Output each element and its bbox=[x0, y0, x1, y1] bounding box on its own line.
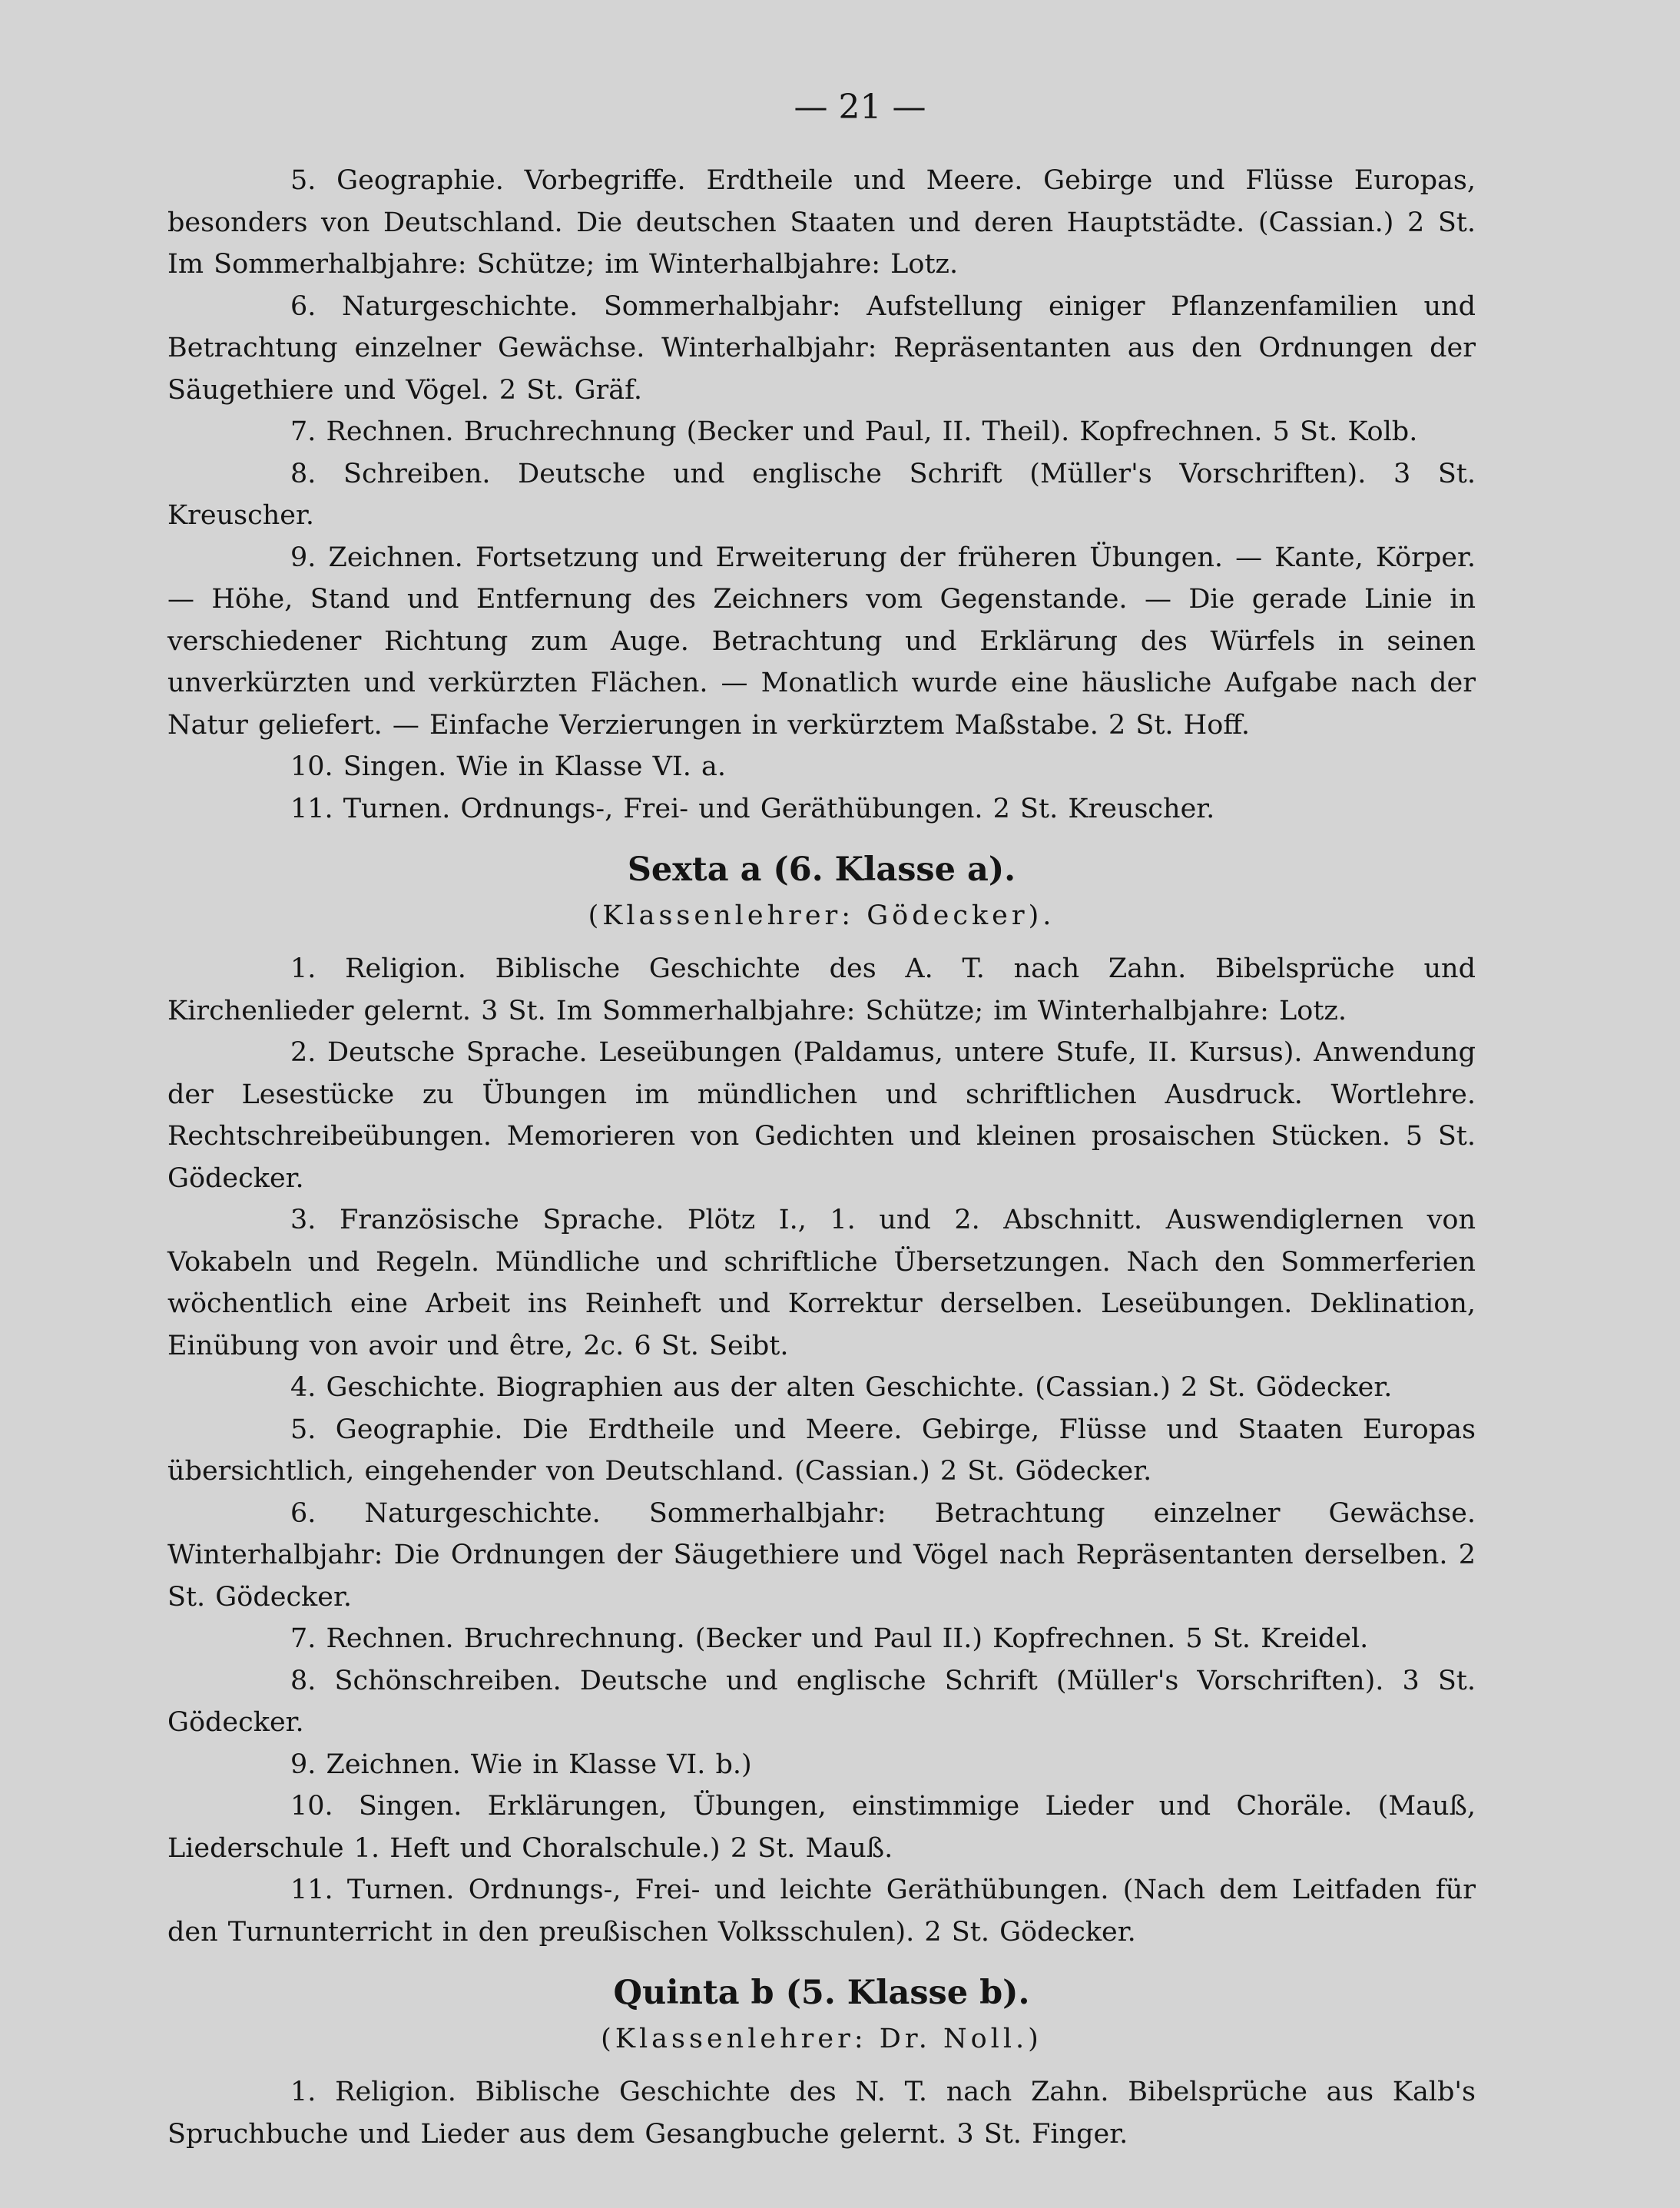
subject-paragraph: 10. Singen. Erklärungen, Übungen, einstimmige Lieder und Choräle. (Mauß, Liederschule 1. Heft und Choralschule.) 2 St. Mauß. bbox=[167, 1791, 1476, 1864]
subject-paragraph: 5. Geographie. Vorbegriffe. Erdtheile und Meere. Gebirge und Flüsse Europas, besonders von Deutschland. Die deutschen Staaten und deren Hauptstädte. (Cassian.) 2 St. Im Sommerhalbjahre: Schütze; im Winterhalbjahre: Lotz. bbox=[167, 165, 1476, 280]
subject-paragraph: 10. Singen. Wie in Klasse VI. a. bbox=[290, 751, 726, 782]
subject-paragraph: 1. Religion. Biblische Geschichte des A. T. nach Zahn. Bibelsprüche und Kirchenlieder gelernt. 3 St. Im Sommerhalbjahre: Schütze; im Winterhalbjahre: Lotz. bbox=[167, 953, 1476, 1026]
subject-paragraph: 2. Deutsche Sprache. Leseübungen (Paldamus, untere Stufe, II. Kursus). Anwendung der Lesestücke zu Übungen im mündlichen und schriftlichen Ausdruck. Wortlehre. Rechtschreibeübungen. Memorieren von Gedichten und kleinen prosaischen Stücken. 5 St. Gödecker. bbox=[167, 1037, 1476, 1194]
subject-paragraph: 8. Schönschreiben. Deutsche und englische Schrift (Müller's Vorschriften). 3 St. Gödecker. bbox=[167, 1665, 1476, 1738]
subject-paragraph: 7. Rechnen. Bruchrechnung. (Becker und Paul II.) Kopfrechnen. 5 St. Kreidel. bbox=[290, 1623, 1369, 1654]
class-teacher-line: (Klassenlehrer: Gödecker). bbox=[588, 900, 1055, 931]
subject-paragraph: 8. Schreiben. Deutsche und englische Schrift (Müller's Vorschriften). 3 St. Kreuscher. bbox=[167, 458, 1476, 531]
subject-paragraph: 3. Französische Sprache. Plötz I., 1. und 2. Abschnitt. Auswendiglernen von Vokabeln und Regeln. Mündliche und schriftliche Übersetzungen. Nach den Sommerferien wöchentlich eine Arbeit ins Reinheft und Korrektur derselben. Leseübungen. Deklination, Einübung von avoir und être, 2c. 6 St. Seibt. bbox=[167, 1205, 1476, 1361]
subject-paragraph: 9. Zeichnen. Fortsetzung und Erweiterung der früheren Übungen. — Kante, Körper. — Höhe, Stand und Entfernung des Zeichners vom Gegenstande. — Die gerade Linie in verschiedener Richtung zum Auge. Betrachtung und Erklärung des Würfels in seinen unverkürzten und verkürzten Flächen. — Monatlich wurde eine häusliche Aufgabe nach der Natur geliefert. — Einfache Verzierungen in verkürztem Maßstabe. 2 St. Hoff. bbox=[167, 542, 1476, 741]
subject-paragraph: 5. Geographie. Die Erdtheile und Meere. Gebirge, Flüsse und Staaten Europas übersichtlich, eingehender von Deutschland. (Cassian.) 2 St. Gödecker. bbox=[167, 1414, 1476, 1487]
subject-paragraph: 11. Turnen. Ordnungs-, Frei- und leichte Geräthübungen. (Nach dem Leitfaden für den Turnunterricht in den preußischen Volksschulen). 2 St. Gödecker. bbox=[167, 1875, 1476, 1948]
subject-paragraph: 9. Zeichnen. Wie in Klasse VI. b.) bbox=[290, 1749, 752, 1780]
subject-paragraph: 7. Rechnen. Bruchrechnung (Becker und Paul, II. Theil). Kopfrechnen. 5 St. Kolb. bbox=[290, 416, 1418, 447]
subject-paragraph: 1. Religion. Biblische Geschichte des N. T. nach Zahn. Bibelsprüche aus Kalb's Spruchbuche und Lieder aus dem Gesangbuche gelernt. 3 St. Finger. bbox=[167, 2077, 1476, 2150]
subject-paragraph: 11. Turnen. Ordnungs-, Frei- und Geräthübungen. 2 St. Kreuscher. bbox=[290, 793, 1215, 824]
subject-paragraph: 6. Naturgeschichte. Sommerhalbjahr: Aufstellung einiger Pflanzenfamilien und Betrachtung einzelner Gewächse. Winterhalbjahr: Repräsentanten aus den Ordnungen der Säugethiere und Vögel. 2 St. Gräf. bbox=[167, 290, 1476, 406]
subject-paragraph: 4. Geschichte. Biographien aus der alten Geschichte. (Cassian.) 2 St. Gödecker. bbox=[290, 1372, 1393, 1403]
section-heading: Sexta a (6. Klasse a). bbox=[627, 850, 1016, 889]
section-heading: Quinta b (5. Klasse b). bbox=[613, 1974, 1030, 2012]
class-teacher-line: (Klassenlehrer: Dr. Noll.) bbox=[601, 2024, 1042, 2054]
page-content bbox=[167, 160, 1476, 2155]
subject-paragraph: 6. Naturgeschichte. Sommerhalbjahr: Betrachtung einzelner Gewächse. Winterhalbjahr: Die Ordnungen der Säugethiere und Vögel nach Repräsentanten derselben. 2 St. Gödecker. bbox=[167, 1497, 1476, 1613]
page-number: — 21 — bbox=[794, 88, 926, 127]
